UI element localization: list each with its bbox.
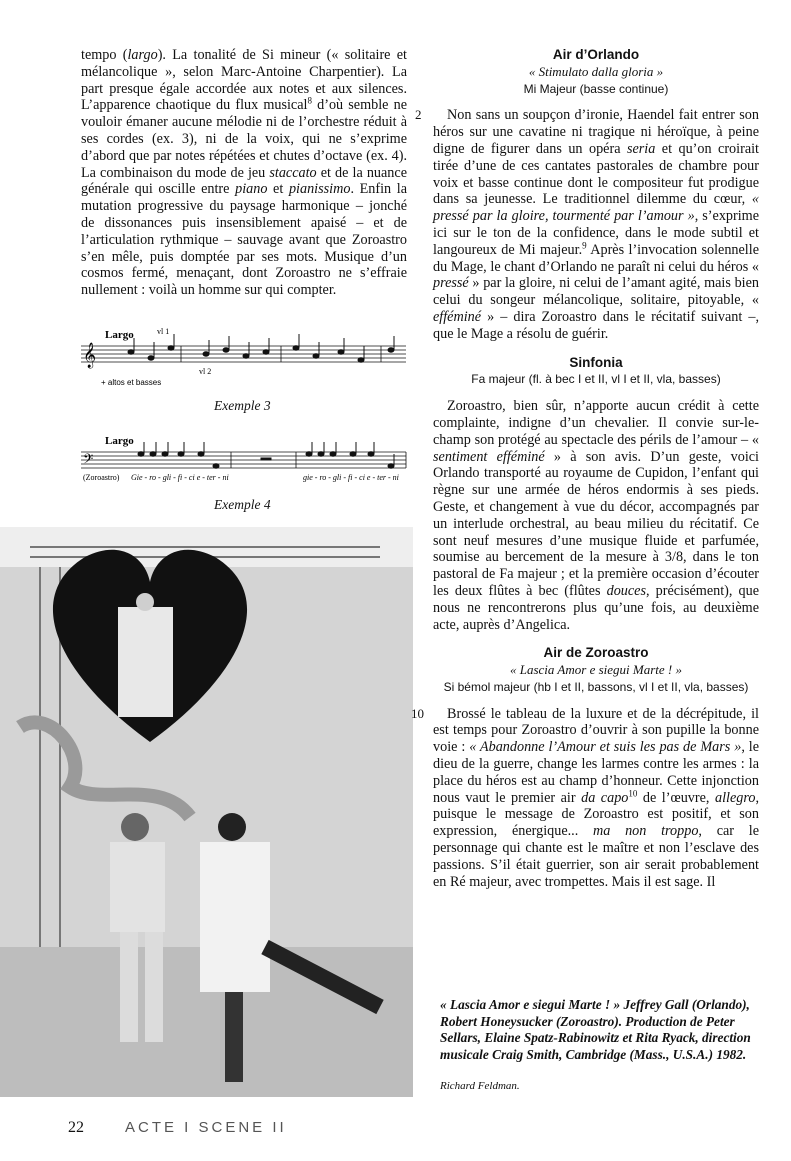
text-run: Après l’invocation solennelle du Mage, le chant d’Orlando ne paraît ni celui du héros «: [433, 241, 759, 275]
text-run: et: [267, 181, 289, 198]
text-run: douces: [606, 582, 646, 599]
text-run: , s’exprime ici sur le ton de la confidence, dans le mode subtil et langoureux de Mi majeur.: [433, 208, 760, 258]
section-title: Air d’Orlando: [552, 47, 640, 62]
section-subtitle: « Stimulato dalla gloria »: [528, 63, 664, 79]
section-title: Sinfonia: [569, 354, 623, 370]
text-run: Brossé le tableau de la luxure et de la décrépitude, il est temps pour Zoroastro d’ouvrir à son pupille la bonne voie :: [433, 705, 759, 756]
text-run: » à son avis. D’un geste, voici Orlando transporté au royaume de Cupidon, l’enfant qui règne sur une armée de héros endormis à ses pieds. Geste, et changement à vue du décor, accompagnés par un interlude orchestral, au beau milieu du récitatif. Ce sont neuf mesures d’une musique fluide et parfumée, soumise au bercement de la mesure à 3/8, dans le ton pastoral de Fa majeur ; et la première occasion d’écouter les deux flûtes à bec (flûtes: [433, 448, 759, 599]
example-3-caption: Exemple 3: [214, 398, 271, 413]
section-key: Si bémol majeur (hb I et II, bassons, vl I et II, vla, basses): [443, 679, 749, 694]
text-run: , car le personnage qui chante est le maître et non l’esclave des passions. S’il était guerrier, son air serait probablement en Ré majeur, avec trompettes. Mais il est sage. Il: [433, 823, 759, 890]
footnote-ref: 10: [628, 787, 638, 798]
ex4-lyric-2: gie - ro - gli - fi - ci e - ter - ni: [303, 473, 399, 482]
text-run: et qu’on croirait tirée d’une de ces cantates pastorales de chambre pour voix et basse continue dont le compositeur fut prodigue dans sa jeunesse. Le traditionnel dilemme du cœur,: [433, 140, 759, 208]
text-run: et de la nuance générale qui oscille entre: [81, 164, 407, 198]
running-head: ACTE I SCENE II: [125, 1119, 287, 1136]
text-run: ). La tonalité de Si mineur (« solitaire et mélancolique », selon Marc-Antoine Charpentier). La part presque égale accordée aux notes et aux silences. L’apparence chaotique du flux musical: [81, 47, 408, 114]
margin-number: 10: [411, 705, 424, 721]
text-run: » par la gloire, ni celui de l’amant agité, mais bien celui du songeur mélancolique, solitaire, pitoyable, «: [433, 275, 759, 309]
left-column: [81, 47, 407, 299]
paragraph-sinfonia: [433, 398, 759, 633]
ex4-tempo: Largo: [105, 435, 134, 447]
text-run: » – dira Zoroastro dans le récitatif suivant –, que le Mage a résolu de guérir.: [433, 308, 759, 342]
text-run: piano: [235, 181, 268, 198]
footnote-ref: 8: [307, 95, 312, 106]
text-run: efféminé: [433, 308, 482, 325]
margin-number: 2: [415, 107, 422, 123]
text-run: de l’œuvre,: [637, 789, 715, 806]
photo-credit: Richard Feldman.: [440, 1080, 520, 1092]
text-run: , précisément), que nous ne rencontrerons plus qu’une fois, au deuxième acte, auprès d’Angelica.: [433, 582, 760, 633]
section-air-orlando: [433, 47, 759, 97]
text-run: staccato: [269, 164, 317, 181]
section-title: Air de Zoroastro: [543, 645, 649, 661]
example-4-caption: Exemple 4: [214, 497, 271, 512]
text-run: Non sans un soupçon d’ironie, Haendel fait entrer son héros sur une cavatine ni tragique ni héroïque, à peine digne de figurer dans un opéra: [433, 107, 759, 157]
text-run: seria: [626, 140, 656, 157]
example-4-score: [81, 432, 411, 487]
text-run: allegro: [714, 789, 756, 806]
ex3-vl2-label: vl 2: [199, 367, 212, 376]
text-run: . Enfin la mutation progressive du paysage harmonique – jonché de dissonances puis insensiblement apaisé – et de l’articulation rythmique – sauvage avant que Zoroastro s’en mêle, puis domptée par ses mots. Musique d’un cosmos fermé, menaçant, dont Zoroastro ne s’effraie nullement : voilà un homme sur qui compter.: [81, 181, 408, 299]
text-run: da capo: [581, 789, 629, 806]
bass-clef-icon: 𝄢: [83, 451, 94, 470]
example-3-score: [81, 322, 411, 392]
paragraph-orlando: [415, 107, 760, 342]
ex3-tempo: Largo: [105, 329, 134, 341]
ex4-lyric-1: Gie - ro - gli - fi - ci e - ter - ni: [131, 473, 229, 482]
treble-clef-icon: 𝄞: [83, 343, 97, 368]
text-run: tempo (: [81, 47, 128, 63]
text-run: sentiment efféminé: [433, 448, 545, 465]
paragraph-zoroastro: [411, 705, 760, 891]
text-run: largo: [127, 47, 158, 63]
section-key: Fa majeur (fl. à bec I et II, vl I et II, vla, basses): [471, 372, 721, 387]
section-air-zoroastro: [433, 645, 759, 695]
ex3-bass-label: + altos et basses: [101, 378, 162, 387]
page-number: 22: [68, 1119, 84, 1136]
text-run: , puisque le message de Zoroastro est positif, et son expression, énergique...: [433, 789, 759, 840]
text-run: Zoroastro, bien sûr, n’apporte aucun crédit à cette complainte, indigne d’un chevalier. Il convie sur-le-champ son protégé au spectacle des périls de l’amour – «: [433, 398, 759, 448]
section-sinfonia: [433, 355, 759, 389]
text-run: d’où semble ne vouloir émaner aucune mélodie ni de l’orchestre réduit à ses cordes (ex. 3), ni de la voix, qui ne s’exprime d’abord que par notes répétées et chutes d’octave (ex. 4). La combinaison du mode de jeu: [81, 97, 407, 181]
text-run: « pressé par la gloire, tourmenté par l’amour »: [433, 191, 759, 225]
text-run: pressé: [433, 275, 469, 292]
stage-photo: [0, 527, 413, 1097]
section-subtitle: « Lascia Amor e siegui Marte ! »: [510, 662, 682, 678]
text-run: pianissimo: [288, 181, 351, 198]
footnote-ref: 9: [582, 240, 587, 251]
ex4-voice-label: (Zoroastro): [83, 473, 120, 482]
photo-caption: « Lascia Amor e siegui Marte ! » Jeffrey Gall (Orlando), Robert Honeysucker (Zoroastro). Production de Peter Sellars, Elaine Spatz-Rabinowitz et Rita Ryack, direction musicale Craig Smith, Cambridge (Mass., U.S.A.) 1982.: [440, 997, 751, 1062]
ex3-vl1-label: vl 1: [157, 327, 170, 336]
text-run: ma non troppo: [593, 823, 699, 840]
text-run: « Abandonne l’Amour et suis les pas de Mars »: [469, 739, 742, 756]
section-key: Mi Majeur (basse continue): [523, 81, 669, 96]
right-column: [411, 47, 760, 890]
text-run: , le dieu de la guerre, change les larmes contre les armes : la place du héros est au champ d’honneur. Cette injonction nous vaut le premier air: [433, 739, 760, 806]
intro-paragraph: [81, 47, 407, 299]
